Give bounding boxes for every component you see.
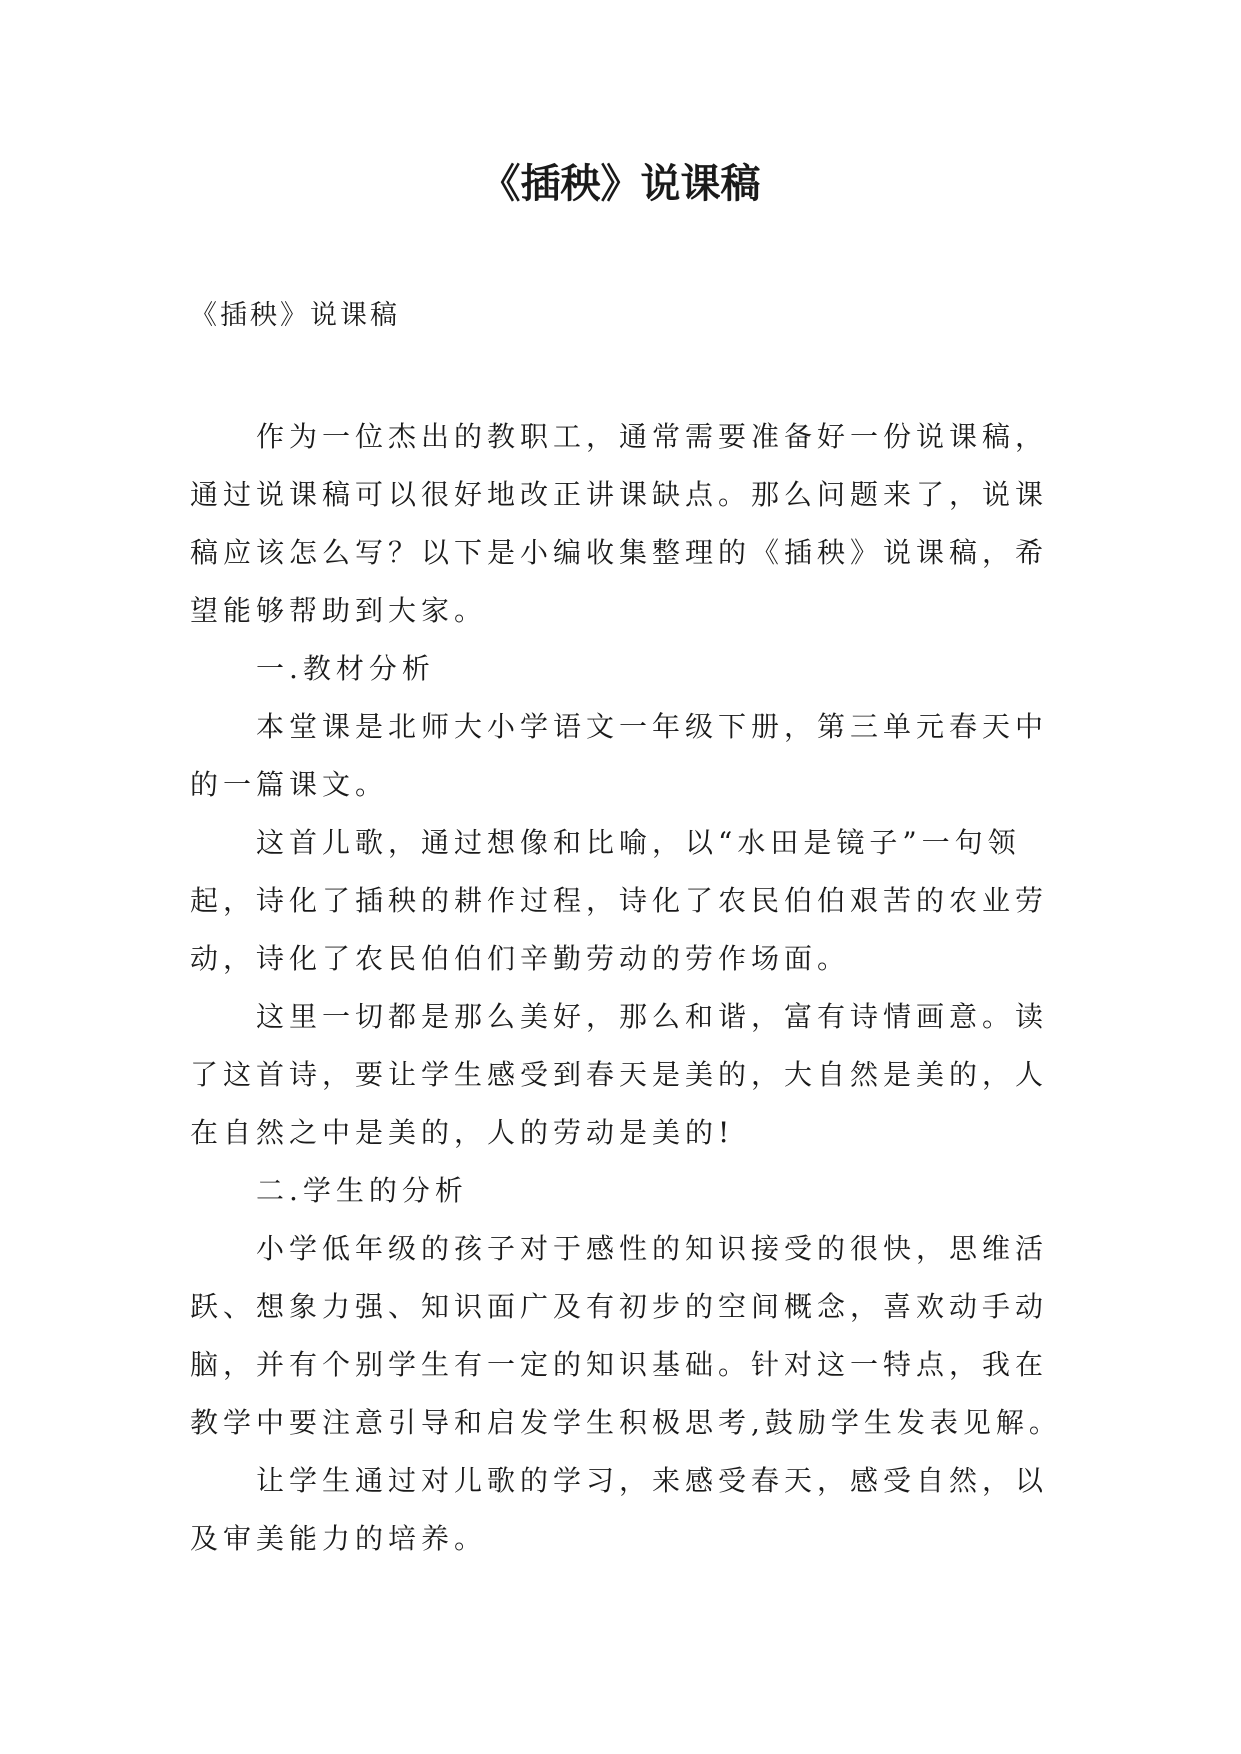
document-body xyxy=(190,408,1062,1568)
text-line: 小学低年级的孩子对于感性的知识接受的很快，思维活 xyxy=(256,1232,1049,1265)
section-heading-textbook-analysis xyxy=(190,640,1052,698)
paragraph-students xyxy=(190,1220,1062,1452)
paragraph-poem-description xyxy=(190,814,1052,988)
section-heading: 一.教材分析 xyxy=(256,652,435,685)
text-line: 望能够帮助到大家。 xyxy=(190,594,488,627)
text-line: 脑，并有个别学生有一定的知识基础。针对这一特点，我在 xyxy=(190,1348,1049,1381)
text-line: 通过说课稿可以很好地改正讲课缺点。那么问题来了，说课 xyxy=(190,478,1049,511)
text-line: 起，诗化了插秧的耕作过程，诗化了农民伯伯艰苦的农业劳 xyxy=(190,884,1049,917)
text-line: 及审美能力的培养。 xyxy=(190,1522,488,1555)
section-heading: 二.学生的分析 xyxy=(256,1174,468,1207)
paragraph-goals xyxy=(190,1452,1052,1568)
text-line: 教学中要注意引导和启发学生积极思考,鼓励学生发表见解。 xyxy=(190,1406,1062,1439)
text-line: 作为一位杰出的教职工，通常需要准备好一份说课稿， xyxy=(256,420,1049,453)
text-line: 本堂课是北师大小学语文一年级下册，第三单元春天中 xyxy=(256,710,1049,743)
text-line: 动，诗化了农民伯伯们辛勤劳动的劳作场面。 xyxy=(190,942,851,975)
text-line: 稿应该怎么写？以下是小编收集整理的《插秧》说课稿，希 xyxy=(190,536,1049,569)
text-line: 让学生通过对儿歌的学习，来感受春天，感受自然，以 xyxy=(256,1464,1049,1497)
text-line: 的一篇课文。 xyxy=(190,768,389,801)
text-line: 在自然之中是美的，人的劳动是美的! xyxy=(190,1116,735,1149)
text-line: 这首儿歌，通过想像和比喻，以“水田是镜子”一句领 xyxy=(256,826,1021,859)
document-title: 《插秧》说课稿 xyxy=(480,161,761,207)
paragraph-intro xyxy=(190,408,1052,640)
paragraph-lesson-source xyxy=(190,698,1052,814)
text-line: 了这首诗，要让学生感受到春天是美的，大自然是美的，人 xyxy=(190,1058,1049,1091)
document-subtitle: 《插秧》说课稿 xyxy=(190,300,400,331)
section-heading-student-analysis xyxy=(190,1162,1052,1220)
paragraph-beauty xyxy=(190,988,1052,1162)
text-line: 这里一切都是那么美好，那么和谐，富有诗情画意。读 xyxy=(256,1000,1049,1033)
text-line: 跃、想象力强、知识面广及有初步的空间概念，喜欢动手动 xyxy=(190,1290,1049,1323)
